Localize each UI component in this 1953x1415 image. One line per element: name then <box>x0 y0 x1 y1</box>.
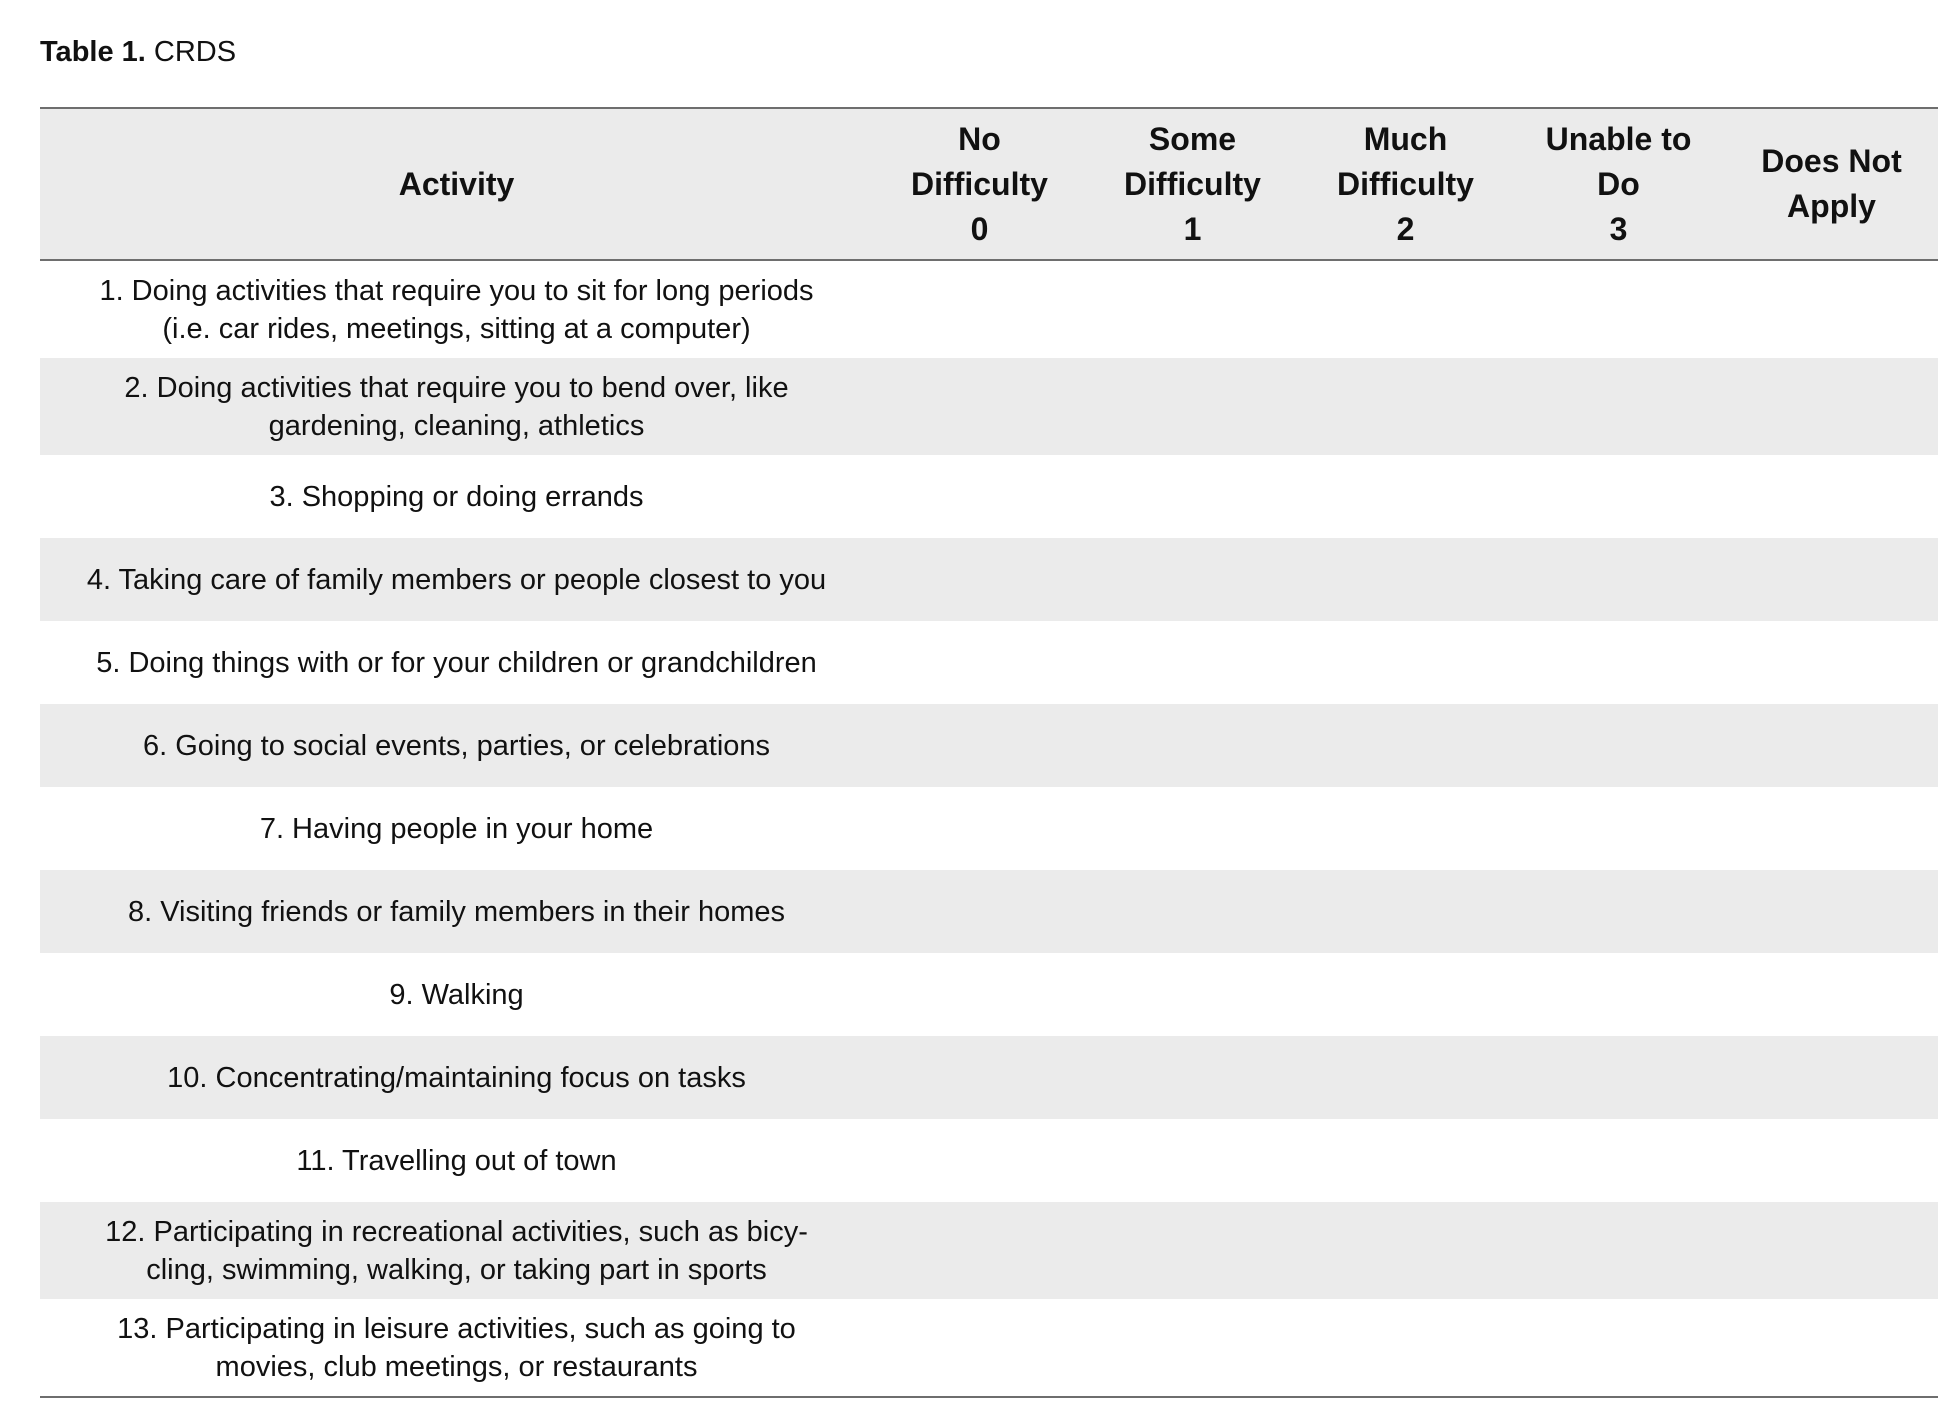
response-cell <box>1512 704 1725 787</box>
response-cell <box>1086 1299 1299 1397</box>
response-cell <box>1086 953 1299 1036</box>
table-row <box>40 538 1938 621</box>
activity-cell: 13. Participating in leisure activities, such as going to movies, club meetings, or restaurants <box>40 1299 873 1397</box>
response-cell <box>1512 621 1725 704</box>
response-cell <box>873 704 1086 787</box>
response-cell <box>1512 1119 1725 1202</box>
response-cell <box>1299 1036 1512 1119</box>
header-does-not-apply: Does Not Apply <box>1725 108 1938 260</box>
response-cell <box>1299 621 1512 704</box>
response-cell <box>1086 870 1299 953</box>
response-cell <box>1725 260 1938 358</box>
table-row <box>40 870 1938 953</box>
response-cell <box>1299 538 1512 621</box>
response-cell <box>1086 1119 1299 1202</box>
header-activity: Activity <box>40 108 873 260</box>
response-cell <box>873 260 1086 358</box>
activity-cell: 7. Having people in your home <box>259 812 654 845</box>
response-cell <box>1725 704 1938 787</box>
response-cell <box>1725 621 1938 704</box>
response-cell <box>1512 1299 1725 1397</box>
table-row <box>40 704 1938 787</box>
response-cell <box>1725 787 1938 870</box>
table-row <box>40 621 1938 704</box>
response-cell <box>1299 953 1512 1036</box>
response-cell <box>1086 455 1299 538</box>
response-cell <box>873 1202 1086 1299</box>
activity-cell: 11. Travelling out of town <box>296 1144 617 1177</box>
response-cell <box>1086 787 1299 870</box>
crds-table <box>40 107 1938 1398</box>
response-cell <box>873 1119 1086 1202</box>
table-row <box>40 455 1938 538</box>
response-cell <box>1086 538 1299 621</box>
response-cell <box>1299 358 1512 455</box>
activity-cell: 4. Taking care of family members or people closest to you <box>86 563 827 596</box>
response-cell <box>1725 1299 1938 1397</box>
header-unable-to-do: Unable to Do 3 <box>1512 108 1725 260</box>
response-cell <box>1299 260 1512 358</box>
response-cell <box>1725 358 1938 455</box>
response-cell <box>1512 787 1725 870</box>
response-cell <box>1512 538 1725 621</box>
response-cell <box>1725 870 1938 953</box>
response-cell <box>1086 621 1299 704</box>
response-cell <box>873 1299 1086 1397</box>
activity-cell: 6. Going to social events, parties, or celebrations <box>142 729 771 762</box>
response-cell <box>1512 455 1725 538</box>
activity-cell: 5. Doing things with or for your children or grandchildren <box>96 646 817 679</box>
response-cell <box>873 1036 1086 1119</box>
response-cell <box>1086 358 1299 455</box>
response-cell <box>1299 455 1512 538</box>
response-cell <box>873 787 1086 870</box>
table-caption <box>40 30 236 74</box>
activity-cell: 1. Doing activities that require you to sit for long periods (i.e. car rides, meetings, sitting at a computer) <box>99 274 814 345</box>
header-no-difficulty: No Difficulty 0 <box>873 108 1086 260</box>
activity-cell: 8. Visiting friends or family members in their homes <box>127 895 786 928</box>
response-cell <box>1725 1202 1938 1299</box>
response-cell <box>1299 1299 1512 1397</box>
response-cell <box>1725 953 1938 1036</box>
response-cell <box>873 621 1086 704</box>
response-cell <box>873 455 1086 538</box>
header-some-difficulty: Some Difficulty 1 <box>1086 108 1299 260</box>
response-cell <box>1725 538 1938 621</box>
activity-cell: 3. Shopping or doing errands <box>269 480 644 513</box>
header-row <box>40 108 1938 260</box>
response-cell <box>1725 1036 1938 1119</box>
table-row <box>40 787 1938 870</box>
response-cell <box>1512 1202 1725 1299</box>
table-row <box>40 260 1938 358</box>
activity-cell: 2. Doing activities that require you to bend over, like gardening, cleaning, athletics <box>124 371 789 442</box>
response-cell <box>1299 870 1512 953</box>
response-cell <box>1086 704 1299 787</box>
response-cell <box>873 538 1086 621</box>
response-cell <box>1512 1036 1725 1119</box>
activity-cell: 10. Concentrating/maintaining focus on tasks <box>167 1061 746 1094</box>
response-cell <box>1725 1119 1938 1202</box>
response-cell <box>1512 260 1725 358</box>
response-cell <box>1086 1202 1299 1299</box>
response-cell <box>1299 1119 1512 1202</box>
response-cell <box>1299 787 1512 870</box>
activity-cell: 12. Participating in recreational activities, such as bicy- cling, swimming, walking, or taking part in sports <box>105 1215 808 1286</box>
response-cell <box>1512 870 1725 953</box>
table-row <box>40 1119 1938 1202</box>
response-cell <box>1512 358 1725 455</box>
table-row <box>40 1299 1938 1397</box>
table-caption-title: CRDS <box>153 36 237 68</box>
table-row <box>40 358 1938 455</box>
response-cell <box>873 870 1086 953</box>
response-cell <box>873 953 1086 1036</box>
response-cell <box>1086 1036 1299 1119</box>
response-cell <box>1086 260 1299 358</box>
response-cell <box>1512 953 1725 1036</box>
response-cell <box>873 358 1086 455</box>
response-cell <box>1725 455 1938 538</box>
activity-cell: 9. Walking <box>389 978 524 1011</box>
table-row <box>40 1036 1938 1119</box>
table-caption-label: Table 1. <box>40 36 146 68</box>
response-cell <box>1299 1202 1512 1299</box>
table-row <box>40 1202 1938 1299</box>
response-cell <box>1299 704 1512 787</box>
header-much-difficulty: Much Difficulty 2 <box>1299 108 1512 260</box>
table-row <box>40 953 1938 1036</box>
